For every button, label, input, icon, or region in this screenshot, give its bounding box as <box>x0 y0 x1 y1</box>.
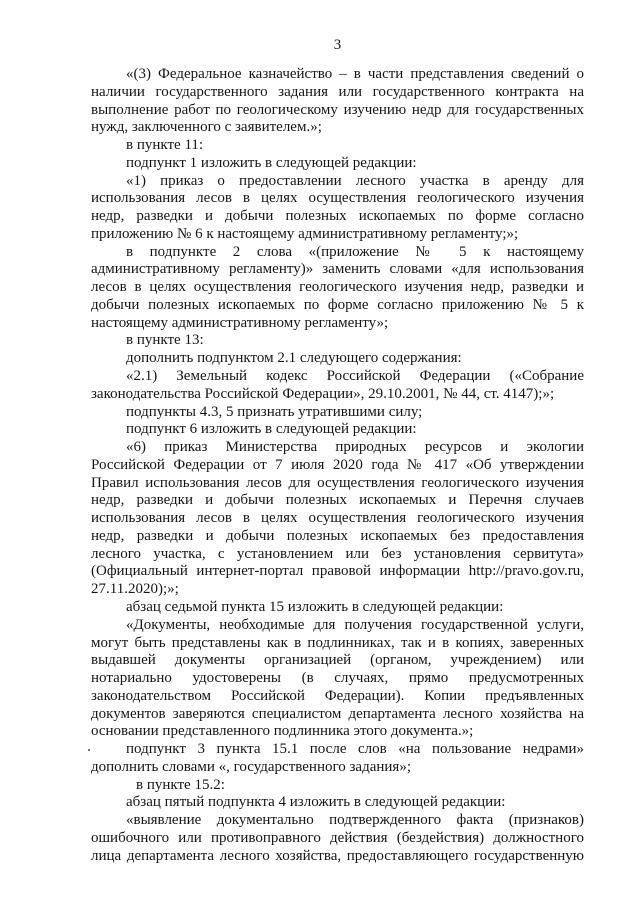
text-line: Правил использования лесов для осуществления геологического изучения <box>91 474 584 491</box>
text-line: выполнение работ по геологическому изучению недр для государственных <box>91 101 584 118</box>
text-line: подпункт 6 изложить в следующей редакции: <box>126 421 417 438</box>
text-line: абзац седьмой пункта 15 изложить в следующей редакции: <box>126 598 504 615</box>
paragraph-subpoint-2-1-text <box>91 368 584 404</box>
text-line: «2.1) Земельный кодекс Российской Федерации («Собрание <box>126 368 584 385</box>
text-line: дополнить подпунктом 2.1 следующего содержания: <box>126 350 462 367</box>
text-line: 27.11.2020);»; <box>91 581 179 598</box>
text-line: «6) приказ Министерства природных ресурсов и экологии <box>126 439 584 456</box>
text-line: подпункт 3 пункта 15.1 после слов «на пользование недрами» <box>126 741 584 758</box>
text-line: «1) приказ о предоставлении лесного участка в аренду для <box>126 172 584 189</box>
text-line: выдавшей документы организацией (органом, учреждением) или <box>91 652 584 669</box>
text-line: подпункт 1 изложить в следующей редакции: <box>126 154 417 171</box>
text-line: использования лесов в целях осуществления геологического изучения <box>91 190 584 207</box>
text-line: приложению № 6 к настоящему административному регламенту;»; <box>91 225 519 242</box>
paragraph-point-15-instruction <box>91 599 584 617</box>
text-line: добычи полезных ископаемых по форме согласно приложению № 5 к <box>91 296 584 313</box>
text-line: лесного участка, с установлением или без установления сервитута» <box>91 545 584 562</box>
text-line: (Официальный интернет-портал правовой информации http://pravo.gov.ru, <box>91 563 584 580</box>
paragraph-point-15-2-heading <box>91 777 584 795</box>
paragraph-subpoints-4-3-5-repeal <box>91 404 584 422</box>
text-line: административному регламенту)» заменить словами «для использования <box>91 261 584 278</box>
document-body <box>91 66 584 865</box>
text-line: Российской Федерации от 7 июля 2020 года № 417 «Об утверждении <box>91 456 584 473</box>
paragraph-point-11-heading <box>91 137 584 155</box>
paragraph-subpoint-6-instruction <box>91 421 584 439</box>
text-line: лесов в целях осуществления геологического изучения недр, разведки и <box>91 279 584 296</box>
text-line: дополнить словами «, государственного задания»; <box>91 758 412 775</box>
text-line: в подпункте 2 слова «(приложение № 5 к настоящему <box>126 243 584 260</box>
paragraph-subpoint-6-text <box>91 439 584 599</box>
text-line: абзац пятый подпункта 4 изложить в следующей редакции: <box>126 794 506 811</box>
text-line: законодательства Российской Федерации», 29.10.2001, № 44, ст. 4147);»; <box>91 385 555 402</box>
text-line: недр, разведки и добычи полезных ископаемых и Перечня случаев <box>91 492 584 509</box>
paragraph-subpoint-4-text <box>91 812 584 865</box>
scan-speck <box>88 749 90 751</box>
text-line: наличии государственного задания или государственного контракта на <box>91 83 584 100</box>
text-line: нотариально удостоверены (в случаях, прямо предусмотренных <box>91 670 584 687</box>
paragraph-subpoint-1-instruction <box>91 155 584 173</box>
text-line: «выявление документально подтвержденного факта (признаков) <box>126 812 584 829</box>
text-line: в пункте 11: <box>126 137 204 154</box>
page-number: 3 <box>333 37 342 53</box>
paragraph-subpoint-4-instruction <box>91 794 584 812</box>
paragraph-point-13-heading <box>91 332 584 350</box>
text-line: «(3) Федеральное казначейство – в части представления сведений о <box>126 66 584 82</box>
text-line: документов заверяются специалистом департамента лесного хозяйства на <box>91 705 584 722</box>
paragraph-subpoint-3-15-1-amendment <box>91 741 584 777</box>
paragraph-subpoint-2-1-instruction <box>91 350 584 368</box>
text-line: подпункты 4.3, 5 признать утратившими силу; <box>126 403 423 420</box>
paragraph-point-15-text <box>91 617 584 741</box>
text-line: основании представленного подлинника этого документа.»; <box>91 723 474 740</box>
text-line: законодательством Российской Федерации). Копии предъявленных <box>91 687 584 704</box>
text-line: использования лесов в целях осуществления геологического изучения <box>91 510 584 527</box>
text-line: ошибочного или противоправного действия (бездействия) должностного <box>91 829 584 846</box>
text-line: лица департамента лесного хозяйства, предоставляющего государственную <box>91 847 584 864</box>
text-line: могут быть представлены как в подлинниках, так и в копиях, заверенных <box>91 634 584 651</box>
paragraph-federal-treasury <box>91 66 584 137</box>
text-line: в пункте 15.2: <box>136 776 225 793</box>
text-line: нужд, заключенного с заявителем.»; <box>91 119 322 136</box>
text-line: «Документы, необходимые для получения государственной услуги, <box>126 616 584 633</box>
text-line: недр, разведки и добычи полезных ископаемых без предоставления <box>91 527 584 544</box>
paragraph-subpoint-2-amendment <box>91 244 584 333</box>
text-line: настоящему административному регламенту»; <box>91 314 389 331</box>
text-line: недр, разведки и добычи полезных ископаемых по форме согласно <box>91 208 584 225</box>
paragraph-subpoint-1-text <box>91 173 584 244</box>
text-line: в пункте 13: <box>126 332 204 349</box>
